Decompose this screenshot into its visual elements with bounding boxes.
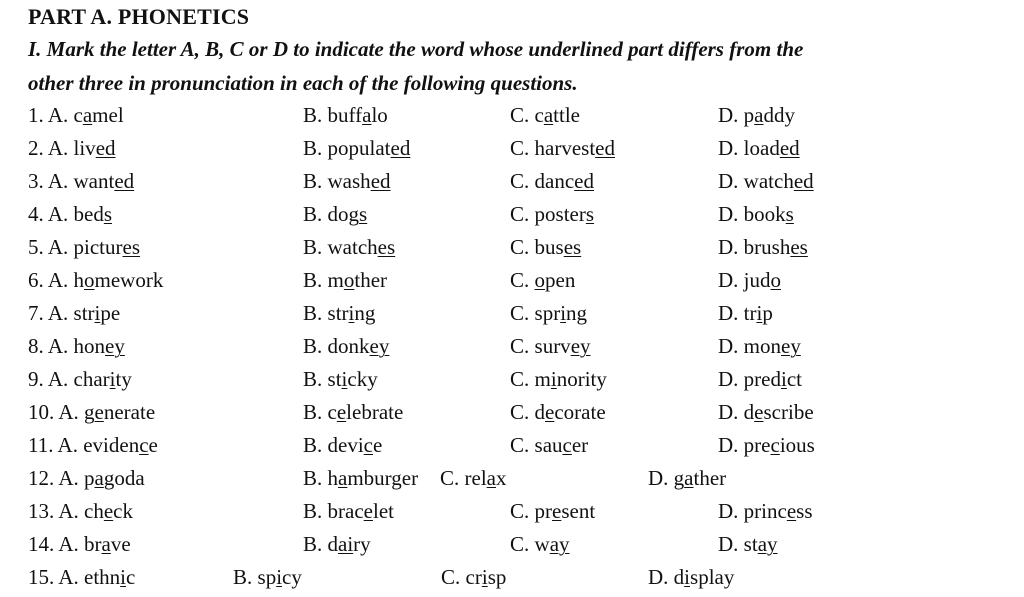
underlined-part: o (343, 268, 355, 292)
word-part: jud (743, 268, 771, 292)
word-part: p (84, 466, 95, 490)
option-b[interactable] (303, 433, 382, 458)
word-part: ious (779, 433, 815, 457)
question-row-1 (0, 103, 1024, 135)
option-label: B. (303, 400, 328, 424)
word-part: h (73, 268, 85, 292)
word-part: g (84, 400, 95, 424)
word-part: mel (92, 103, 124, 127)
option-d[interactable] (718, 268, 781, 293)
option-label: 12. A. (28, 466, 85, 490)
option-c[interactable] (510, 334, 591, 359)
option-c[interactable] (510, 235, 581, 260)
underlined-part: s (585, 202, 595, 226)
word-part: let (372, 499, 394, 523)
underlined-part: a (362, 103, 372, 127)
underlined-part: i (341, 367, 348, 391)
word-part: donk (327, 334, 370, 358)
word-part: mburger (347, 466, 419, 490)
option-c[interactable] (510, 301, 587, 326)
underlined-part: ed (595, 136, 615, 160)
option-label: D. (718, 169, 744, 193)
word-part: poster (534, 202, 586, 226)
question-row-4 (0, 202, 1024, 234)
underlined-part: es (790, 235, 808, 259)
option-a[interactable] (28, 433, 158, 458)
option-label: B. (303, 103, 328, 127)
option-label: 15. A. (28, 565, 85, 589)
option-label: B. (303, 136, 328, 160)
option-label: C. (440, 466, 465, 490)
question-row-13 (0, 499, 1024, 531)
underlined-part: e (103, 499, 114, 523)
option-label: 1. A. (28, 103, 74, 127)
word-part: watch (327, 235, 378, 259)
word-part: e (148, 433, 158, 457)
option-a[interactable] (28, 565, 135, 590)
question-row-2 (0, 136, 1024, 168)
underlined-part: e (754, 400, 764, 424)
option-label: C. (510, 235, 535, 259)
option-label: 4. A. (28, 202, 74, 226)
word-part: ve (110, 532, 131, 556)
word-part: corate (554, 400, 606, 424)
option-label: D. (648, 466, 674, 490)
option-d[interactable] (718, 301, 773, 326)
option-c[interactable] (510, 433, 588, 458)
word-part: pred (743, 367, 781, 391)
underlined-part: ed (390, 136, 411, 160)
word-part: ddy (763, 103, 795, 127)
word-part: book (743, 202, 786, 226)
word-part: liv (73, 136, 96, 160)
word-part: brac (327, 499, 364, 523)
underlined-part: i (94, 301, 101, 325)
option-a[interactable] (28, 301, 120, 326)
option-label: D. (718, 499, 744, 523)
underlined-part: ed (793, 169, 814, 193)
option-b[interactable] (303, 499, 394, 524)
underlined-part: i (781, 367, 787, 391)
word-part: tr (743, 301, 757, 325)
word-part: ng (354, 301, 376, 325)
word-part: p (743, 103, 755, 127)
underlined-part: c (770, 433, 780, 457)
word-part: m (534, 367, 551, 391)
option-d[interactable] (648, 565, 734, 590)
option-label: D. (718, 301, 744, 325)
word-part: c (534, 103, 544, 127)
underlined-part: i (684, 565, 691, 589)
question-row-12 (0, 466, 1024, 498)
word-part: lebrate (346, 400, 404, 424)
word-part: ng (566, 301, 588, 325)
option-label: C. (510, 301, 535, 325)
underlined-part: s (785, 202, 794, 226)
underlined-part: i (276, 565, 283, 589)
word-part: h (327, 466, 339, 490)
word-part: spr (534, 301, 561, 325)
underlined-part: a (82, 103, 93, 127)
underlined-part: i (560, 301, 567, 325)
option-label: C. (510, 169, 535, 193)
option-label: C. (510, 202, 535, 226)
option-a[interactable] (28, 400, 155, 425)
underlined-part: i (481, 565, 488, 589)
option-label: D. (718, 532, 744, 556)
underlined-part: e (363, 499, 373, 523)
word-part: ct (786, 367, 802, 391)
option-d[interactable] (718, 235, 808, 260)
underlined-part: e (336, 400, 347, 424)
word-part: buff (327, 103, 363, 127)
option-label: D. (718, 400, 744, 424)
option-label: D. (718, 235, 744, 259)
question-row-6 (0, 268, 1024, 300)
word-part: ss (796, 499, 813, 523)
underlined-part: o (84, 268, 95, 292)
option-b[interactable] (303, 268, 387, 293)
word-part: st (743, 532, 758, 556)
option-c[interactable] (510, 499, 595, 524)
question-row-8 (0, 334, 1024, 366)
underlined-part: c (562, 433, 572, 457)
underlined-part: ey (570, 334, 591, 358)
underlined-part: ai (338, 532, 354, 556)
question-row-5 (0, 235, 1024, 267)
underlined-part: i (756, 301, 763, 325)
underlined-part: o (770, 268, 782, 292)
option-c[interactable] (510, 400, 606, 425)
option-a[interactable] (28, 532, 131, 557)
option-label: C. (510, 334, 535, 358)
word-part: ck (113, 499, 133, 523)
option-d[interactable] (718, 400, 814, 425)
option-a[interactable] (28, 136, 116, 161)
option-b[interactable] (303, 400, 403, 425)
underlined-part: a (486, 466, 496, 490)
option-c[interactable] (510, 136, 615, 161)
word-part: ch (84, 499, 104, 523)
underlined-part: a (684, 466, 694, 490)
option-label: 13. A. (28, 499, 85, 523)
word-part: rel (464, 466, 487, 490)
option-label: D. (648, 565, 674, 589)
word-part: brush (743, 235, 791, 259)
underlined-part: e (786, 499, 797, 523)
word-part: cky (347, 367, 378, 391)
option-label: C. (510, 499, 535, 523)
word-part: want (73, 169, 115, 193)
option-label: D. (718, 334, 744, 358)
word-part: char (73, 367, 110, 391)
underlined-part: a (94, 466, 104, 490)
word-part: ry (353, 532, 371, 556)
underlined-part: e (552, 499, 562, 523)
word-part: st (327, 367, 342, 391)
underlined-part: i (109, 367, 116, 391)
instruction-line-1: I. Mark the letter A, B, C or D to indicate the word whose underlined part differs from the (28, 37, 804, 61)
option-label: 6. A. (28, 268, 74, 292)
option-label: B. (303, 268, 328, 292)
option-label: B. (303, 301, 328, 325)
instruction-line-2: other three in pronunciation in each of the following questions. (28, 71, 578, 95)
underlined-part: i (550, 367, 557, 391)
option-label: D. (718, 202, 744, 226)
option-a[interactable] (28, 466, 145, 491)
word-part: devi (327, 433, 364, 457)
option-a[interactable] (28, 367, 132, 392)
underlined-part: ey (781, 334, 801, 358)
word-part: nority (556, 367, 607, 391)
word-part: sau (534, 433, 563, 457)
word-part: nerate (103, 400, 156, 424)
underlined-part: i (120, 565, 127, 589)
option-label: B. (303, 433, 328, 457)
option-d[interactable] (718, 103, 795, 128)
underlined-part: ay (549, 532, 570, 556)
underlined-part: e (545, 400, 555, 424)
option-b[interactable] (303, 136, 410, 161)
option-label: B. (233, 565, 258, 589)
word-part: sp (487, 565, 507, 589)
word-part: x (496, 466, 507, 490)
section-heading: PART A. PHONETICS (28, 4, 250, 29)
word-part: str (327, 301, 349, 325)
option-d[interactable] (718, 334, 801, 359)
word-part: g (673, 466, 685, 490)
underlined-part: s (359, 202, 368, 226)
word-part: d (534, 400, 546, 424)
word-part: sent (561, 499, 596, 523)
word-part: d (743, 400, 755, 424)
word-part: p (762, 301, 773, 325)
word-part: ther (693, 466, 727, 490)
option-d[interactable] (718, 367, 802, 392)
word-part: watch (743, 169, 794, 193)
word-part: pe (100, 301, 121, 325)
option-a[interactable] (28, 169, 134, 194)
word-part: load (743, 136, 780, 160)
option-c[interactable] (510, 268, 575, 293)
underlined-part: e (94, 400, 104, 424)
word-part: sp (257, 565, 277, 589)
option-label: D. (718, 103, 744, 127)
underlined-part: ed (779, 136, 800, 160)
option-label: 2. A. (28, 136, 74, 160)
option-a[interactable] (28, 103, 124, 128)
option-c[interactable] (440, 466, 507, 491)
word-part: goda (103, 466, 145, 490)
option-label: 14. A. (28, 532, 85, 556)
option-b[interactable] (303, 466, 418, 491)
word-part: pen (545, 268, 576, 292)
word-part: c (73, 103, 83, 127)
option-label: D. (718, 367, 744, 391)
word-part: ethn (84, 565, 121, 589)
word-part: mon (743, 334, 782, 358)
word-part: cy (282, 565, 302, 589)
question-row-7 (0, 301, 1024, 333)
option-d[interactable] (718, 433, 815, 458)
option-label: B. (303, 334, 328, 358)
word-part: cr (465, 565, 482, 589)
option-label: D. (718, 433, 744, 457)
underlined-part: s (103, 202, 113, 226)
option-b[interactable] (303, 235, 395, 260)
word-part: scribe (763, 400, 814, 424)
option-b[interactable] (303, 301, 375, 326)
underlined-part: ed (574, 169, 594, 193)
option-label: B. (303, 367, 328, 391)
underlined-part: o (534, 268, 546, 292)
option-label: C. (441, 565, 466, 589)
word-part: mework (94, 268, 164, 292)
question-row-10 (0, 400, 1024, 432)
underlined-part: ey (105, 334, 125, 358)
option-label: B. (303, 235, 328, 259)
underlined-part: ed (370, 169, 391, 193)
underlined-part: es (122, 235, 140, 259)
option-label: B. (303, 169, 328, 193)
option-b[interactable] (303, 532, 371, 557)
word-part: lo (371, 103, 388, 127)
option-c[interactable] (510, 532, 570, 557)
option-b[interactable] (303, 103, 388, 128)
word-part: ty (115, 367, 132, 391)
word-part: e (373, 433, 383, 457)
word-part: ther (354, 268, 388, 292)
underlined-part: a (338, 466, 348, 490)
option-label: C. (510, 532, 535, 556)
word-part: bed (73, 202, 104, 226)
word-part: str (73, 301, 95, 325)
option-c[interactable] (510, 367, 607, 392)
underlined-part: a (543, 103, 554, 127)
option-c[interactable] (510, 202, 594, 227)
option-label: B. (303, 499, 328, 523)
option-label: D. (718, 268, 744, 292)
word-part: w (534, 532, 550, 556)
underlined-part: es (563, 235, 582, 259)
word-part: c (327, 400, 337, 424)
word-part: ttle (553, 103, 580, 127)
question-row-14 (0, 532, 1024, 564)
option-d[interactable] (718, 136, 800, 161)
option-label: C. (510, 103, 535, 127)
underlined-part: ay (757, 532, 778, 556)
underlined-part: i (348, 301, 355, 325)
word-part: hon (73, 334, 106, 358)
option-label: 10. A. (28, 400, 85, 424)
option-label: C. (510, 400, 535, 424)
word-part: wash (327, 169, 371, 193)
word-part: br (84, 532, 102, 556)
underlined-part: ed (114, 169, 135, 193)
option-c[interactable] (510, 103, 580, 128)
option-a[interactable] (28, 202, 112, 227)
word-part: princ (743, 499, 787, 523)
word-part: pre (743, 433, 771, 457)
option-label: 11. A. (28, 433, 84, 457)
option-a[interactable] (28, 499, 133, 524)
option-label: 9. A. (28, 367, 74, 391)
word-part: harvest (534, 136, 596, 160)
option-a[interactable] (28, 334, 125, 359)
option-label: C. (510, 268, 535, 292)
option-b[interactable] (303, 202, 367, 227)
word-part: populat (327, 136, 391, 160)
underlined-part: ey (369, 334, 390, 358)
option-label: C. (510, 367, 535, 391)
word-part: d (673, 565, 685, 589)
option-label: B. (303, 466, 328, 490)
underlined-part: a (754, 103, 764, 127)
word-part: dog (327, 202, 360, 226)
word-part: c (126, 565, 136, 589)
underlined-part: es (377, 235, 396, 259)
option-label: D. (718, 136, 744, 160)
option-b[interactable] (303, 367, 378, 392)
option-label: C. (510, 136, 535, 160)
option-d[interactable] (718, 169, 814, 194)
word-part: bus (534, 235, 564, 259)
option-c[interactable] (441, 565, 506, 590)
option-a[interactable] (28, 235, 140, 260)
word-part: splay (690, 565, 735, 589)
option-b[interactable] (303, 334, 389, 359)
option-d[interactable] (718, 532, 778, 557)
option-label: C. (510, 433, 535, 457)
word-part: er (571, 433, 589, 457)
option-label: 8. A. (28, 334, 74, 358)
option-d[interactable] (718, 499, 813, 524)
option-label: B. (303, 202, 328, 226)
underlined-part: c (363, 433, 373, 457)
word-part: pictur (73, 235, 123, 259)
word-part: m (327, 268, 344, 292)
question-row-3 (0, 169, 1024, 201)
word-part: danc (534, 169, 575, 193)
option-label: B. (303, 532, 328, 556)
question-row-15 (0, 565, 1024, 597)
word-part: surv (534, 334, 571, 358)
option-d[interactable] (648, 466, 726, 491)
underlined-part: ed (95, 136, 116, 160)
underlined-part: a (101, 532, 111, 556)
question-row-9 (0, 367, 1024, 399)
word-part: pr (534, 499, 553, 523)
word-part: d (327, 532, 339, 556)
option-b[interactable] (303, 169, 391, 194)
option-c[interactable] (510, 169, 594, 194)
option-label: 3. A. (28, 169, 74, 193)
word-part: eviden (83, 433, 140, 457)
option-label: 7. A. (28, 301, 74, 325)
option-label: 5. A. (28, 235, 74, 259)
underlined-part: c (139, 433, 149, 457)
question-row-11 (0, 433, 1024, 465)
option-b[interactable] (233, 565, 302, 590)
option-d[interactable] (718, 202, 794, 227)
option-a[interactable] (28, 268, 163, 293)
